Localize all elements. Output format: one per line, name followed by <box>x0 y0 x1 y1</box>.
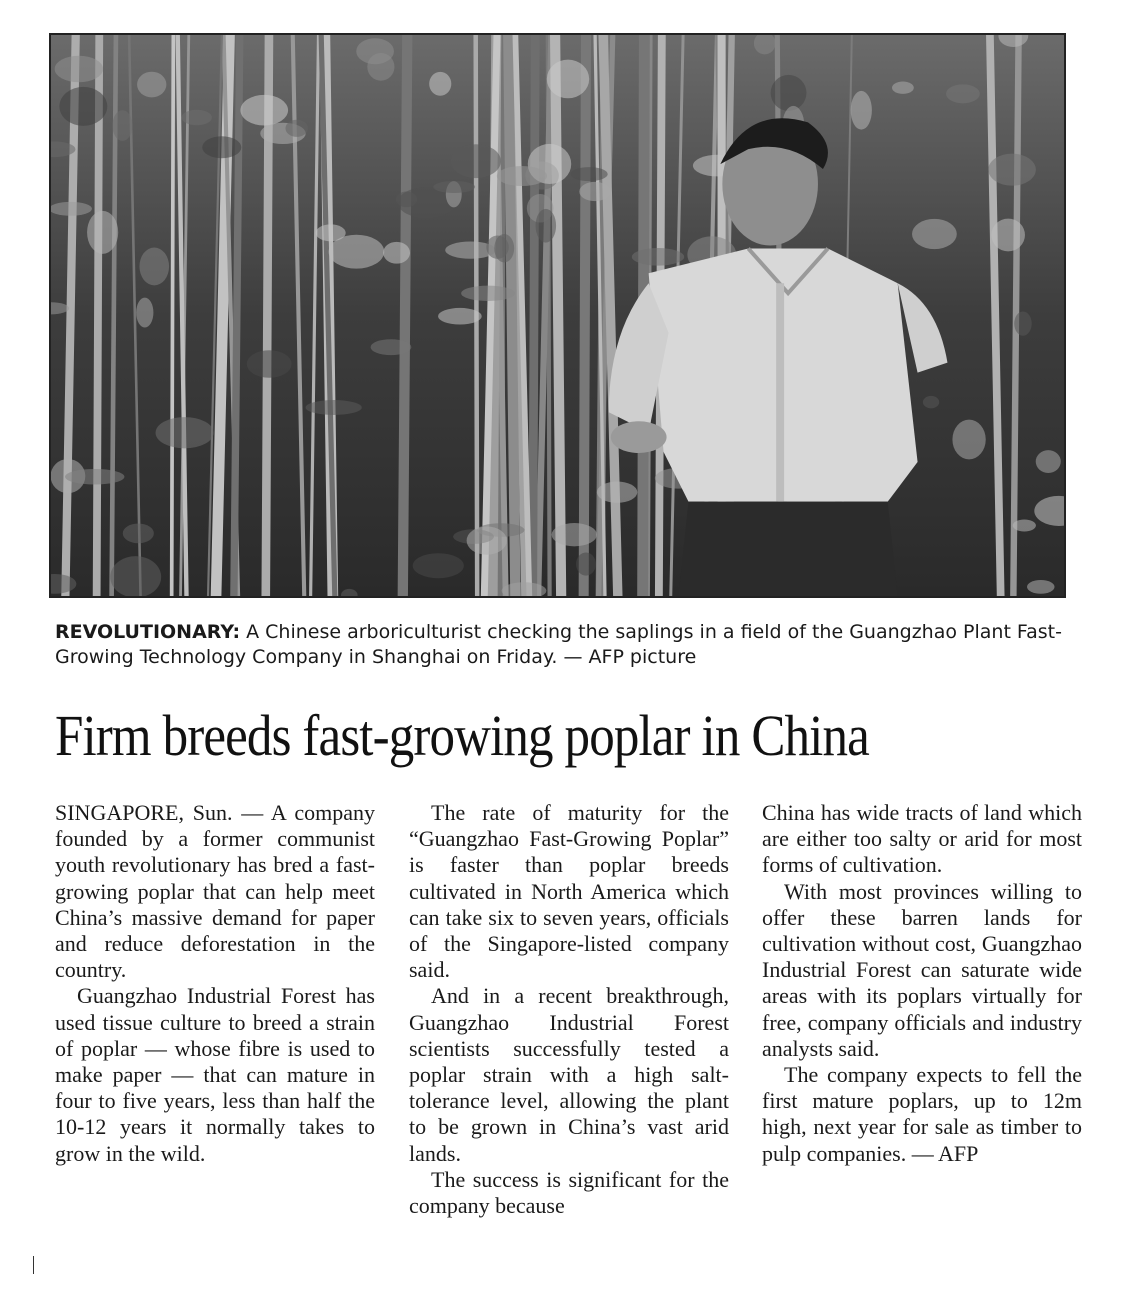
leaf <box>413 553 464 578</box>
leaf <box>1027 580 1055 594</box>
paragraph: SINGAPORE, Sun. — A company founded by a former communist youth revolutionary has bred a fast-growing poplar that can help meet China’s massive demand for paper and reduce deforestation in the country. <box>55 800 375 983</box>
leaf <box>112 110 132 141</box>
paragraph: With most provinces willing to offer these barren lands for cultivation without cost, Guangzhao Industrial Forest can saturate wide areas with its poplars virtually for free, company officials and industry analysts said. <box>762 878 1082 1061</box>
leaf <box>1013 519 1036 531</box>
leaf <box>912 219 957 249</box>
leaf <box>65 469 124 485</box>
leaf <box>461 286 515 301</box>
sapling-trunk <box>403 35 407 596</box>
leaf <box>952 420 985 460</box>
leaf <box>497 166 547 186</box>
leaf <box>139 248 169 286</box>
dateline: SINGAPORE, Sun. — <box>55 800 264 825</box>
leaf <box>552 523 597 546</box>
caption-text: A Chinese arboriculturist checking the saplings in a field of the Guangzhao Plant Fast-Growing Technology Company in Shanghai on Friday. — AFP picture <box>55 621 1062 668</box>
paragraph: And in a recent breakthrough, Guangzhao Industrial Forest scientists successfully tested a poplar strain with a high salt-tolerance level, allowing the plant to be grown in China’s vast arid lands. <box>409 983 729 1166</box>
leaf <box>306 400 362 415</box>
sapling-trunk <box>172 35 174 596</box>
leaf <box>137 72 166 98</box>
paragraph: The success is significant for the company because <box>409 1166 729 1219</box>
article-column-1 <box>55 800 375 1167</box>
leaf <box>87 211 118 254</box>
leaf <box>571 167 608 181</box>
leaf <box>123 523 154 543</box>
leaf <box>285 120 307 137</box>
leaf <box>202 136 241 158</box>
leaf <box>247 350 292 378</box>
leaf <box>429 72 451 96</box>
leaf <box>136 298 153 328</box>
leaf <box>1014 311 1031 335</box>
leaf <box>156 417 214 448</box>
leaf <box>59 87 107 126</box>
sapling-trunk <box>584 35 586 596</box>
leaf <box>771 75 807 111</box>
leaf <box>55 56 103 82</box>
leaf <box>356 38 394 64</box>
caption-kicker: REVOLUTIONARY: <box>55 621 241 643</box>
leaf <box>438 308 482 325</box>
leaf <box>1036 450 1061 473</box>
leaf <box>486 236 508 259</box>
leaf <box>547 60 589 99</box>
paragraph: The rate of maturity for the “Guangzhao Fast-Growing Poplar” is faster than poplar breeds cultivated in North America which can take six to seven years, officials of the Singapore-listed company said. <box>409 800 729 983</box>
article-column-3 <box>762 800 1082 1167</box>
leaf <box>329 235 385 269</box>
leaf <box>110 556 161 596</box>
leaf <box>946 84 980 103</box>
leaf <box>433 181 475 193</box>
leaf <box>467 526 507 554</box>
leaf <box>988 154 1036 186</box>
leaf <box>383 242 410 264</box>
column-rule-mark <box>33 1256 34 1274</box>
leaf <box>579 182 610 201</box>
sapling-trunk <box>508 35 515 596</box>
paragraph: China has wide tracts of land which are either too salty or arid for most forms of cultivation. <box>762 800 1082 878</box>
photo-caption <box>55 620 1075 670</box>
photo-of-man-in-sapling-field <box>51 35 1064 596</box>
article-photo <box>49 33 1066 598</box>
leaf <box>182 110 212 125</box>
paragraph: The company expects to fell the first mature poplars, up to 12m high, next year for sale as timber to pulp companies. — AFP <box>762 1062 1082 1166</box>
leaf <box>240 95 288 126</box>
paragraph: Guangzhao Industrial Forest has used tissue culture to breed a strain of poplar — whose fibre is used to make paper — that can mature in four to five years, less than half the 10-12 years it normally takes to grow in the wild. <box>55 983 375 1166</box>
leaf <box>597 482 638 503</box>
leaf <box>632 248 684 266</box>
sapling-trunk <box>555 35 561 596</box>
article-headline: Firm breeds fast-growing poplar in China <box>55 703 869 768</box>
article-column-2 <box>409 800 729 1219</box>
leaf <box>371 339 412 355</box>
leaf <box>991 219 1025 252</box>
leaf <box>451 144 501 178</box>
leaf <box>923 396 939 408</box>
leaf <box>851 91 872 130</box>
leaf <box>396 192 417 208</box>
leaf <box>892 82 914 94</box>
leaf <box>576 553 596 576</box>
sapling-trunk <box>533 35 536 596</box>
leaf <box>51 202 92 216</box>
leaf <box>536 209 557 243</box>
